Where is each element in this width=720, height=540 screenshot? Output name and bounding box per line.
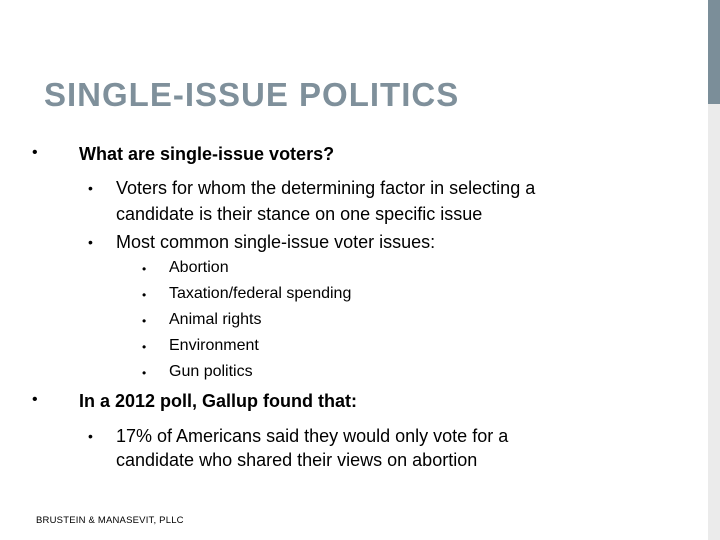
- bullet-text: candidate is their stance on one specific issue: [116, 204, 483, 224]
- bullet-text: candidate who shared their views on abortion: [116, 450, 478, 470]
- bullet-dot: •: [142, 340, 147, 354]
- bullet-text: Most common single-issue voter issues:: [116, 232, 436, 252]
- sub-bullet-text: Environment: [169, 337, 259, 354]
- bullet-dot: •: [88, 180, 93, 196]
- bullet-dot: •: [142, 262, 147, 276]
- bullet-heading: In a 2012 poll, Gallup found that:: [79, 391, 358, 411]
- bullet-text: 17% of Americans said they would only vote for a: [116, 426, 509, 446]
- bullet-dot: •: [32, 391, 38, 408]
- bullet-dot: •: [88, 234, 93, 250]
- slide-title: SINGLE-ISSUE POLITICS: [44, 76, 460, 113]
- bullet-dot: •: [32, 144, 38, 161]
- sub-bullet-text: Animal rights: [169, 311, 262, 328]
- bullet-dot: •: [142, 288, 147, 302]
- bullet-heading: What are single-issue voters?: [79, 144, 335, 164]
- footer: BRUSTEIN & MANASEVIT, PLLC: [36, 515, 184, 526]
- sub-bullet-text: Taxation/federal spending: [169, 285, 352, 302]
- side-bar-accent: [708, 0, 720, 104]
- bullet-dot: •: [88, 428, 93, 444]
- bullet-text: Voters for whom the determining factor in selecting a: [116, 178, 536, 198]
- sub-bullet-text: Gun politics: [169, 363, 253, 380]
- bullet-dot: •: [142, 314, 147, 328]
- bullet-dot: •: [142, 366, 147, 380]
- sub-bullet-text: Abortion: [169, 259, 229, 276]
